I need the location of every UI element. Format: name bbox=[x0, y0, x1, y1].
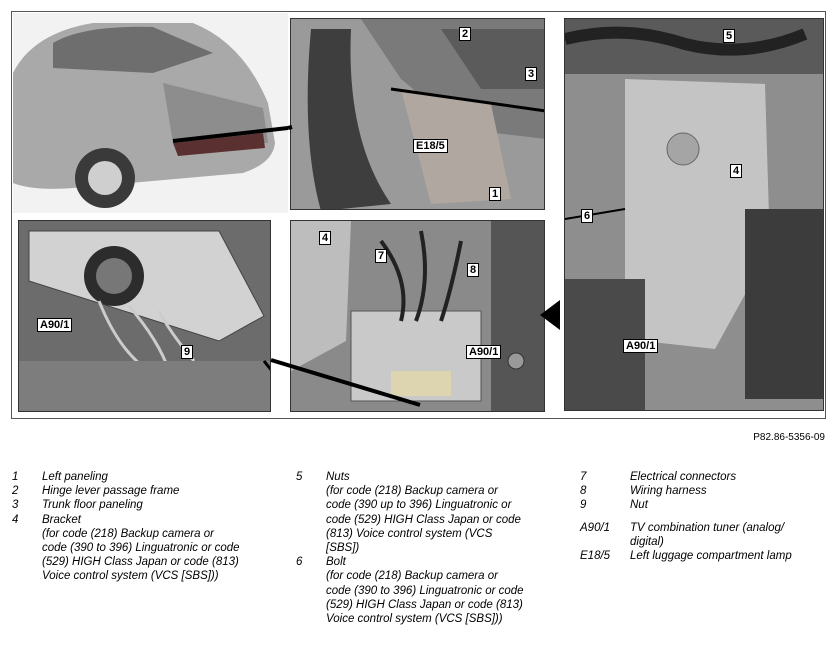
legend-item: 1 Left paneling bbox=[12, 471, 108, 483]
callout-4-right: 4 bbox=[730, 164, 742, 178]
legend-item: 4 Bracket (for code (218) Backup camera or code (390 to 396) Linguatronic or code (529) HIGH Class Japan or code (813) Voice control system (VCS [SBS])) bbox=[12, 513, 240, 583]
legend-column-3 bbox=[580, 470, 830, 563]
callout-8: 8 bbox=[467, 263, 479, 277]
callout-2: 2 bbox=[459, 27, 471, 41]
callout-4-mid: 4 bbox=[319, 231, 331, 245]
callout-a90-1-right: A90/1 bbox=[623, 339, 658, 353]
legend-item: 9 Nut bbox=[580, 499, 648, 512]
legend-item: E18/5 Left luggage compartment lamp bbox=[580, 550, 792, 563]
callout-e18-5: E18/5 bbox=[413, 139, 448, 153]
legend-item: 6 Bolt (for code (218) Backup camera or code (390 to 396) Linguatronic or code (529) HIGH Class Japan or code (813) Voice control system (VCS [SBS])) bbox=[296, 556, 524, 626]
legend-item: 7 Electrical connectors bbox=[580, 471, 737, 483]
legend-item: 5 Nuts (for code (218) Backup camera or code (390 up to 396) Linguatronic or code (529) HIGH Class Japan or code (813) Voice control system (VCS [SBS]) bbox=[296, 471, 521, 555]
legend-item: 8 Wiring harness bbox=[580, 485, 707, 498]
legend-item: A90/1 TV combination tuner (analog/ digital) bbox=[580, 521, 785, 548]
callout-5: 5 bbox=[723, 29, 735, 43]
callout-9: 9 bbox=[181, 345, 193, 359]
legend-item: 3 Trunk floor paneling bbox=[12, 499, 143, 512]
callout-3: 3 bbox=[525, 67, 537, 81]
callout-1: 1 bbox=[489, 187, 501, 201]
legend-spacer bbox=[580, 513, 830, 521]
callout-7: 7 bbox=[375, 249, 387, 263]
legend-item: 2 Hinge lever passage frame bbox=[12, 485, 180, 498]
direction-arrow-icon bbox=[540, 300, 560, 330]
callout-a90-1-mid: A90/1 bbox=[466, 345, 501, 359]
callout-6: 6 bbox=[581, 209, 593, 223]
legend-column-2 bbox=[296, 470, 556, 626]
callout-a90-1-left: A90/1 bbox=[37, 318, 72, 332]
figure-code: P82.86-5356-09 bbox=[753, 432, 825, 443]
legend-column-1 bbox=[12, 470, 252, 584]
